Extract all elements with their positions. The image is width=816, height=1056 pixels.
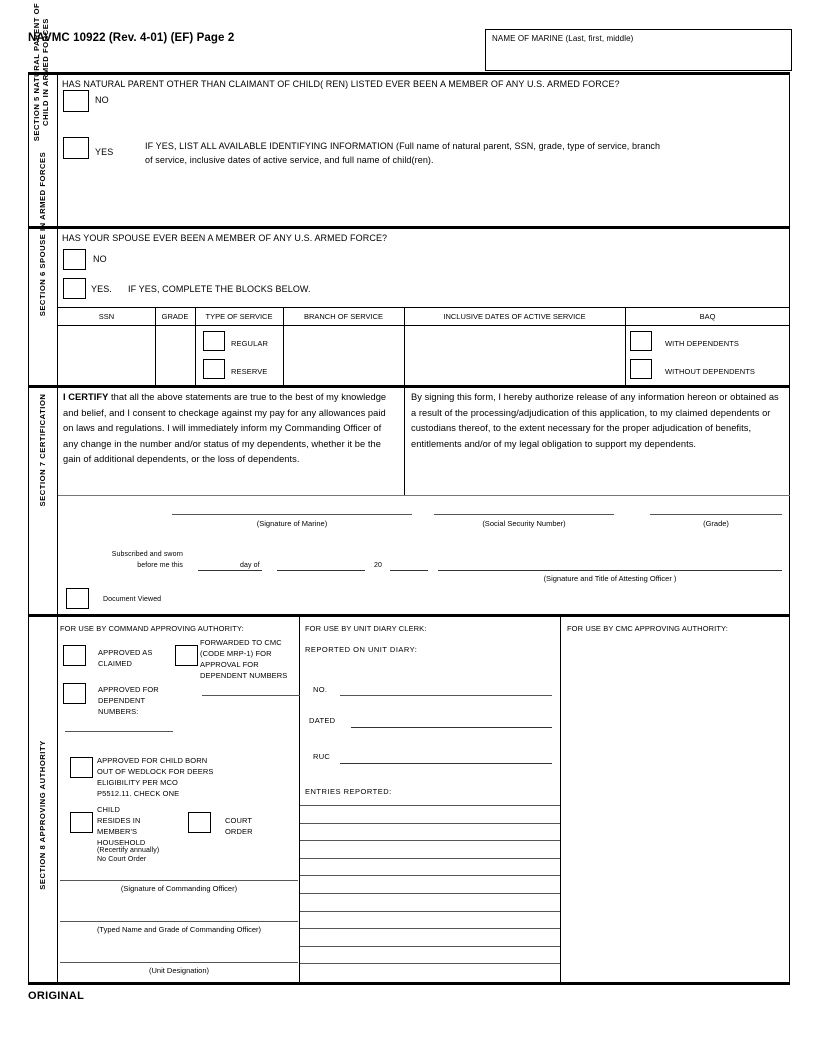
document-viewed-label: Document Viewed [103, 596, 162, 603]
approved-child-born-line1: APPROVED FOR CHILD BORN [97, 756, 208, 765]
reported-on-unit-diary-label: REPORTED ON UNIT DIARY: [305, 645, 418, 654]
forwarded-to-cmc-line3: APPROVAL FOR [200, 660, 259, 669]
forwarded-to-cmc-line2: (CODE MRP-1) FOR [200, 649, 272, 658]
child-resides-line3: MEMBER'S [97, 827, 138, 836]
unit-diary-no-label: NO. [313, 685, 328, 694]
entry-row-line[interactable] [300, 840, 560, 841]
s6-col-header-baq: BAQ [699, 312, 716, 321]
section5-vertical-label-line2: CHILD IN ARMED FORCES [41, 18, 50, 126]
approved-child-born-checkbox[interactable] [70, 757, 93, 778]
subscribed-line2: before me this [137, 562, 183, 569]
s6-regular-checkbox[interactable] [203, 331, 225, 351]
child-resides-line5: (Recertify annually) [97, 847, 160, 854]
certify-text: that all the above statements are true to the best of my knowledge and belief, and I consent to checkage against my pay for any allowances paid on laws and regulations. I will immediately inform my Commanding Officer of any change in the number and/or status of my dependents, whether it be the gain of additional dependents, or the loss of dependents. [63, 392, 387, 465]
section7-vertical-label: SECTION 7 CERTIFICATION [38, 393, 47, 507]
s6-col-header-inclusive-dates: INCLUSIVE DATES OF ACTIVE SERVICE [443, 312, 586, 321]
s6-col-header-grade: GRADE [161, 312, 189, 321]
unit-diary-no-line[interactable] [340, 695, 552, 696]
child-resides-line1: CHILD [97, 805, 121, 814]
ssn-caption: (Social Security Number) [482, 519, 566, 528]
unit-diary-dated-label: DATED [309, 716, 336, 725]
section5-question: HAS NATURAL PARENT OTHER THAN CLAIMANT OF CHILD( REN) LISTED EVER BEEN A MEMBER OF ANY U.S. ARMED FORCE? [62, 79, 620, 89]
rule-s7-s8 [28, 614, 790, 617]
year-prefix-label: 20 [374, 562, 382, 569]
section7-certify-paragraph [63, 390, 393, 468]
attesting-officer-line[interactable] [438, 570, 782, 571]
unit-designation-caption: (Unit Designation) [148, 966, 210, 975]
unit-designation-line[interactable] [60, 962, 298, 963]
entry-row-line[interactable] [300, 928, 560, 929]
signature-of-marine-caption: (Signature of Marine) [256, 519, 328, 528]
section5-yes-label: YES [95, 147, 114, 157]
section7-spine [57, 387, 58, 614]
court-order-line2: ORDER [225, 827, 253, 836]
s6-with-dependents-checkbox[interactable] [630, 331, 652, 351]
entry-row-line[interactable] [300, 963, 560, 964]
unit-diary-ruc-label: RUC [313, 752, 331, 761]
section6-no-label: NO [93, 254, 107, 264]
forwarded-to-cmc-line4: DEPENDENT NUMBERS [200, 671, 288, 680]
section6-no-checkbox[interactable] [63, 249, 86, 270]
cmc-approving-heading: FOR USE BY CMC APPROVING AUTHORITY: [567, 624, 728, 633]
rule-s6-s7 [28, 385, 790, 388]
s6-table-header-rule [58, 325, 790, 326]
entry-row-line[interactable] [300, 805, 560, 806]
approved-as-claimed-checkbox[interactable] [63, 645, 86, 666]
entry-row-line[interactable] [300, 893, 560, 894]
s6-without-dependents-checkbox[interactable] [630, 359, 652, 379]
entry-row-line[interactable] [300, 875, 560, 876]
court-order-line1: COURT [225, 816, 253, 825]
s6-reserve-checkbox[interactable] [203, 359, 225, 379]
section8-spine [57, 616, 58, 982]
rule-s5-s6 [28, 226, 790, 229]
rule-bottom [28, 982, 790, 985]
child-resides-line6: No Court Order [97, 856, 147, 863]
approved-as-claimed-line1: APPROVED AS [98, 648, 153, 657]
signature-of-co-caption: (Signature of Commanding Officer) [120, 884, 238, 893]
approved-dependent-numbers-line3: NUMBERS: [98, 707, 139, 716]
approved-dependent-numbers-line2: DEPENDENT [98, 696, 146, 705]
section6-yes-instruction: IF YES, COMPLETE THE BLOCKS BELOW. [128, 284, 311, 294]
name-of-marine-field[interactable] [485, 29, 792, 71]
approved-as-claimed-line2: CLAIMED [98, 659, 133, 668]
section5-no-label: NO [95, 95, 109, 105]
typed-name-caption: (Typed Name and Grade of Commanding Officer) [96, 925, 262, 934]
section5-spine [57, 73, 58, 226]
child-resides-line2: RESIDES IN [97, 816, 141, 825]
approved-dependent-numbers-checkbox[interactable] [63, 683, 86, 704]
s8-divider-left [299, 616, 300, 982]
section7-release-paragraph: By signing this form, I hereby authorize release of any information hereon or obtained as a result of the processing/adjudication of this application, to my claimed dependents or custodians thereof, to the extent necessary for the proper adjudication of benefits, entitlements and/or of my legal obligation to support my dependents. [411, 392, 779, 449]
entry-row-line[interactable] [300, 858, 560, 859]
grade-caption: (Grade) [703, 519, 729, 528]
section6-vertical-label: SECTION 6 SPOUSE IN ARMED FORCES [38, 151, 47, 317]
court-order-checkbox[interactable] [188, 812, 211, 833]
attesting-officer-caption: (Signature and Title of Attesting Officer ) [543, 574, 677, 583]
approved-child-born-line4: P5512.11. CHECK ONE [97, 789, 180, 798]
section6-yes-checkbox[interactable] [63, 278, 86, 299]
section5-vertical-label-line1: SECTION 5 NATURAL PARENT OF [32, 2, 41, 142]
s6-reserve-label: RESERVE [231, 367, 268, 376]
s7-mid-rule [58, 495, 790, 496]
child-resides-checkbox[interactable] [70, 812, 93, 833]
section5-no-checkbox[interactable] [63, 90, 89, 112]
entry-row-line[interactable] [300, 911, 560, 912]
s6-without-dependents-label: WITHOUT DEPENDENTS [665, 367, 755, 376]
grade-line[interactable] [650, 514, 782, 515]
section6-yes-label: YES. [91, 284, 112, 294]
approved-dependent-numbers-line1: APPROVED FOR [98, 685, 159, 694]
form-identifier: NAVMC 10922 (Rev. 4-01) (EF) Page 2 [28, 32, 235, 44]
forwarded-to-cmc-checkbox[interactable] [175, 645, 198, 666]
signature-of-co-line[interactable] [60, 880, 298, 881]
section5-if-yes-line2: of service, inclusive dates of active service, and full name of child(ren). [145, 155, 434, 165]
month-line[interactable] [277, 570, 365, 571]
entries-reported-label: ENTRIES REPORTED: [305, 787, 392, 796]
command-approving-heading: FOR USE BY COMMAND APPROVING AUTHORITY: [60, 624, 244, 633]
unit-diary-ruc-line[interactable] [340, 763, 552, 764]
child-resides-line4: HOUSEHOLD [97, 838, 146, 847]
dependent-numbers-fill-line[interactable] [65, 731, 173, 732]
day-line[interactable] [198, 570, 262, 571]
section5-if-yes-line1: IF YES, LIST ALL AVAILABLE IDENTIFYING INFORMATION (Full name of natural parent, SSN, grade, type of service, branch [145, 141, 661, 151]
unit-diary-dated-line[interactable] [351, 727, 552, 728]
s6-with-dependents-label: WITH DEPENDENTS [665, 339, 740, 348]
day-of-label: day of [240, 562, 260, 569]
approved-child-born-line3: ELIGIBILITY PER MCO [97, 778, 178, 787]
subscribed-line1: Subscribed and sworn [111, 551, 183, 558]
s6-col-header-type-of-service: TYPE OF SERVICE [205, 312, 273, 321]
s6-table-top-rule [58, 307, 790, 308]
unit-diary-clerk-heading: FOR USE BY UNIT DIARY CLERK: [305, 624, 427, 633]
entry-row-line[interactable] [300, 823, 560, 824]
typed-name-line[interactable] [60, 921, 298, 922]
document-viewed-checkbox[interactable] [66, 588, 89, 609]
original-label: ORIGINAL [28, 990, 85, 1002]
certify-bold: I CERTIFY [63, 392, 109, 402]
signature-of-marine-line[interactable] [172, 514, 412, 515]
ssn-line[interactable] [434, 514, 614, 515]
s6-col-header-branch-of-service: BRANCH OF SERVICE [303, 312, 384, 321]
name-of-marine-label: NAME OF MARINE (Last, first, middle) [492, 34, 634, 43]
s7-column-divider [404, 387, 405, 495]
s8-divider-right [560, 616, 561, 982]
s6-col-header-ssn: SSN [98, 312, 115, 321]
year-line[interactable] [390, 570, 428, 571]
forwarded-to-cmc-line1: FORWARDED TO CMC [200, 638, 282, 647]
section8-vertical-label: SECTION 8 APPROVING AUTHORITY [38, 740, 47, 890]
s6-regular-label: REGULAR [231, 339, 268, 348]
section5-yes-checkbox[interactable] [63, 137, 89, 159]
section6-question: HAS YOUR SPOUSE EVER BEEN A MEMBER OF ANY U.S. ARMED FORCE? [62, 233, 388, 243]
forwarded-cmc-fill-line[interactable] [202, 695, 300, 696]
rule-top [28, 72, 790, 75]
entry-row-line[interactable] [300, 946, 560, 947]
approved-child-born-line2: OUT OF WEDLOCK FOR DEERS [97, 767, 214, 776]
